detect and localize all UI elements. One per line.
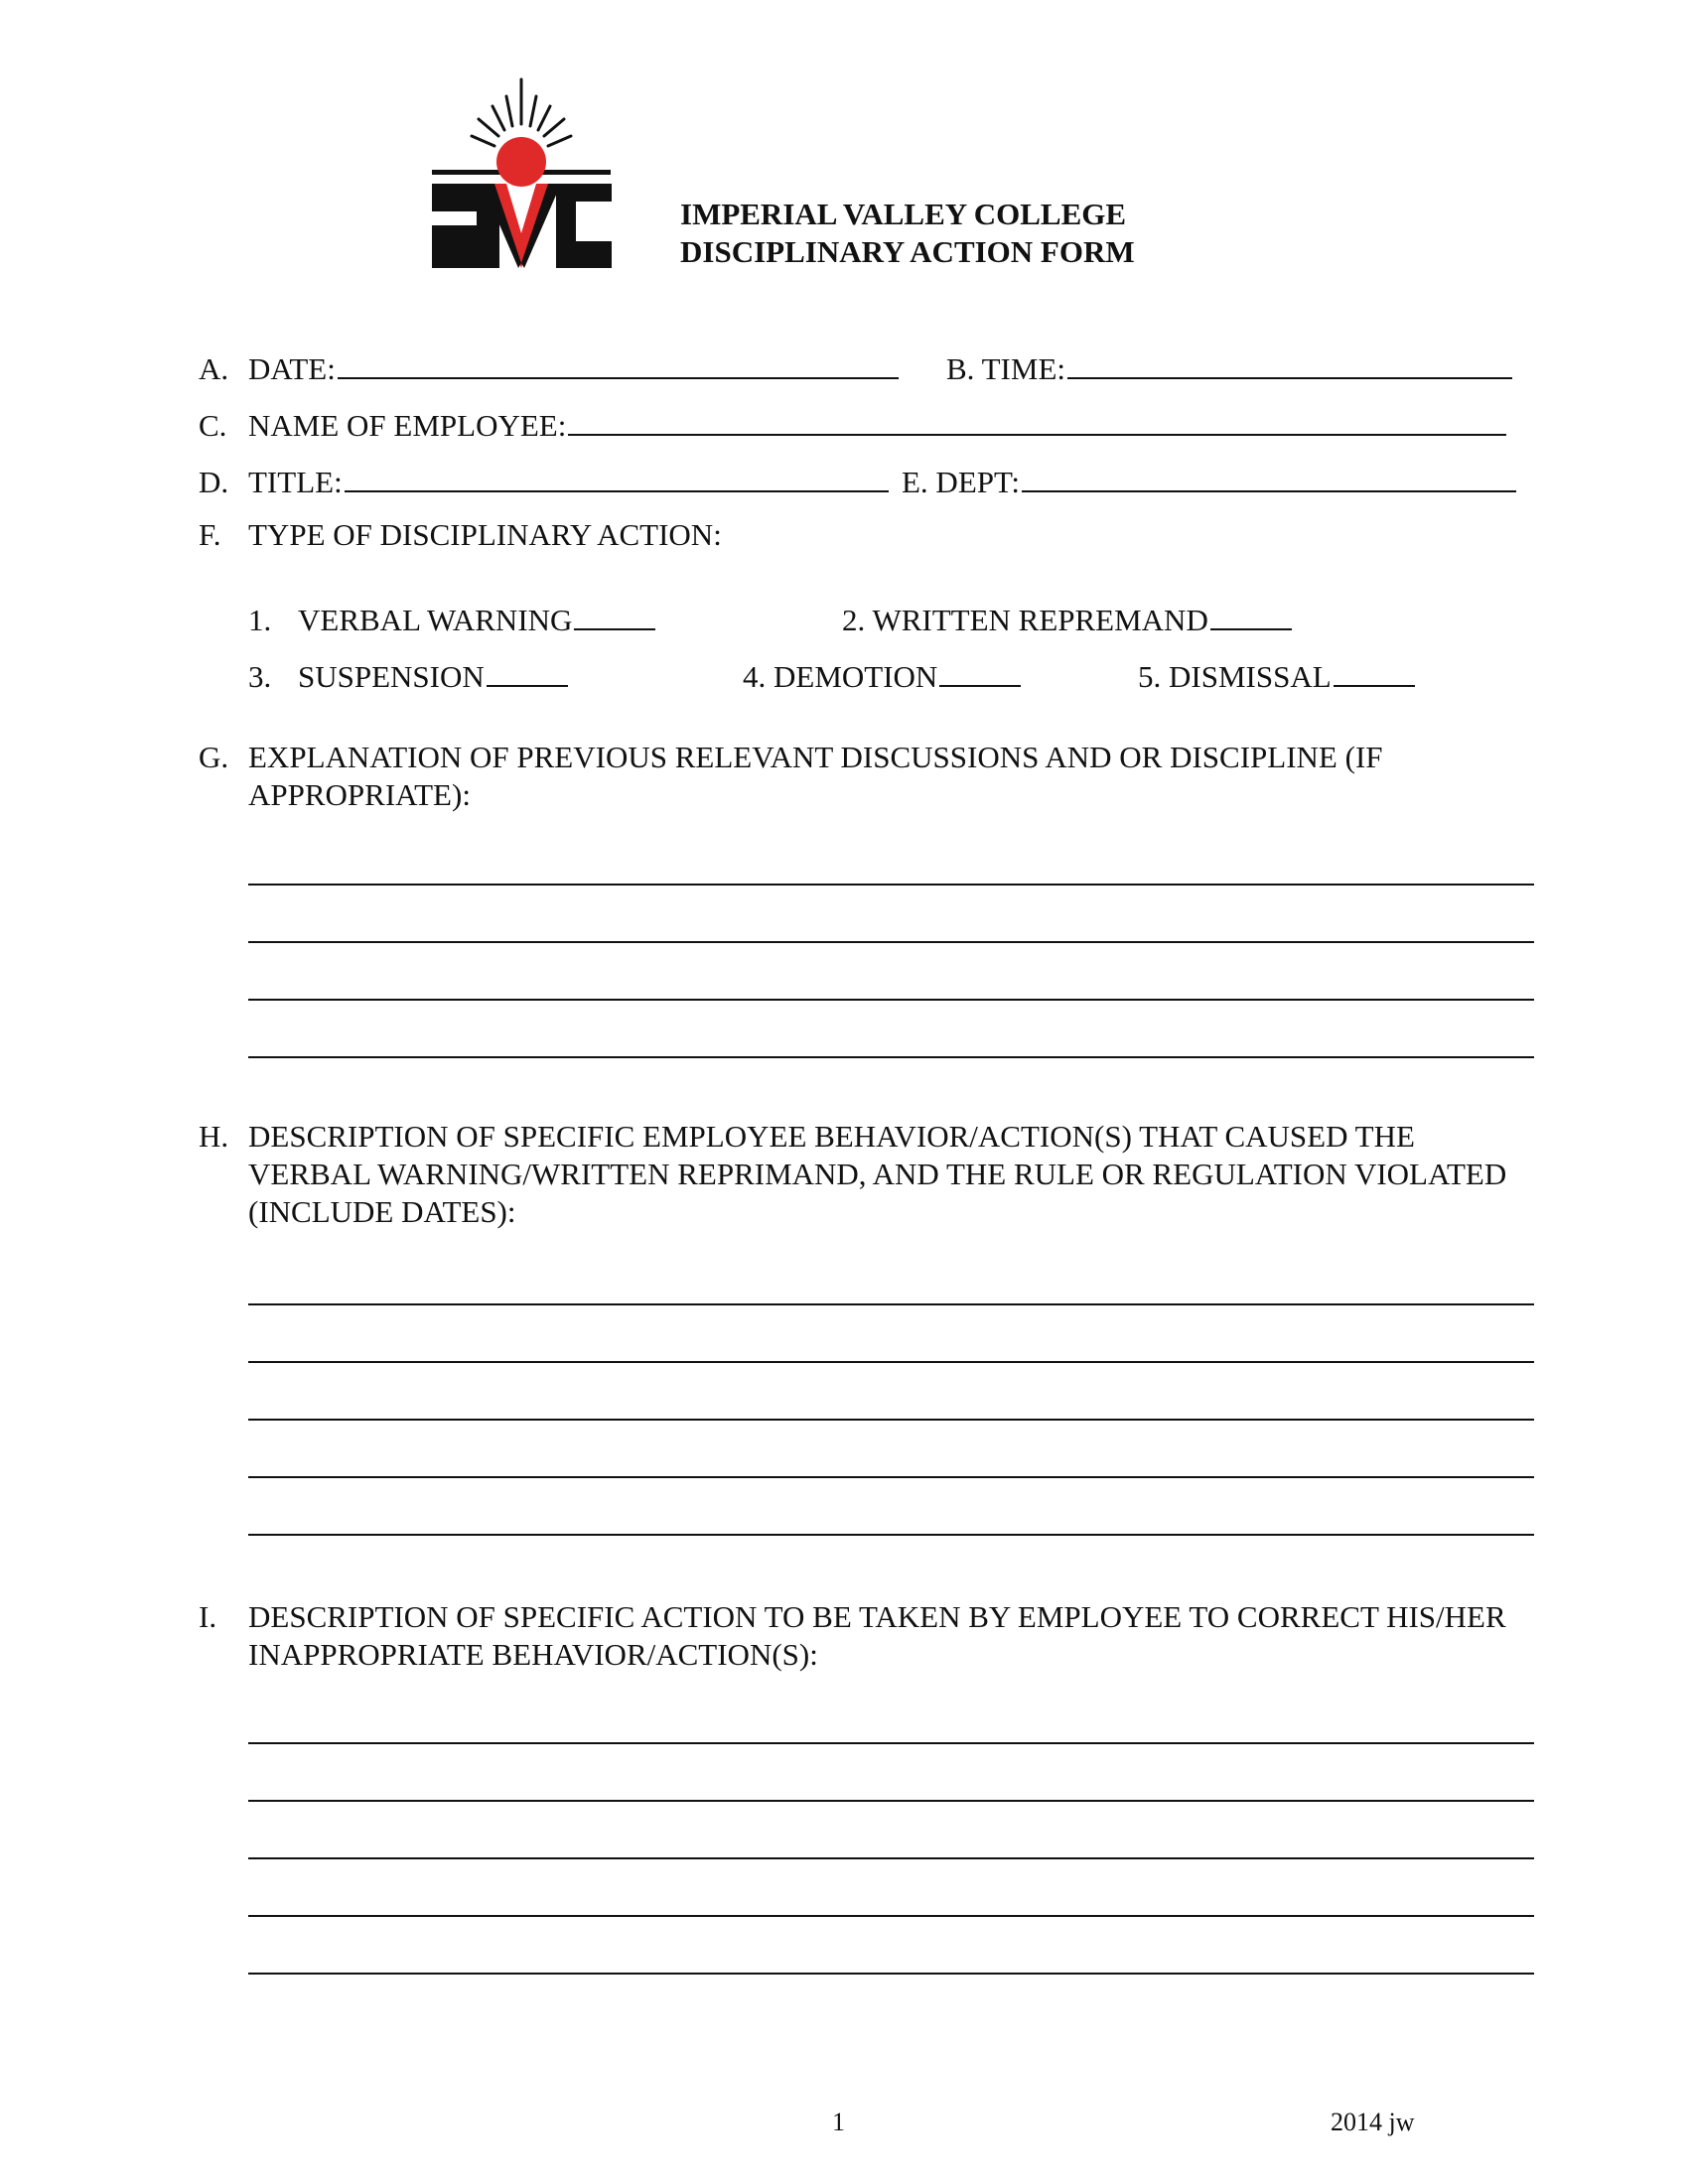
title-label: TITLE: [248, 465, 343, 499]
time-label: B. TIME: [946, 351, 1065, 386]
date-field[interactable] [338, 345, 899, 379]
section-h-line[interactable] [248, 1303, 1534, 1305]
section-h-line[interactable] [248, 1419, 1534, 1421]
demotion-label: 4. DEMOTION [743, 659, 938, 694]
written-reprimand-label: 2. WRITTEN REPREMAND [842, 603, 1208, 637]
action-type-label: TYPE OF DISCIPLINARY ACTION: [248, 517, 722, 552]
date-row [199, 345, 899, 389]
suspension-label: SUSPENSION [298, 659, 485, 694]
section-letter-i: I. [199, 1599, 217, 1634]
dismissal-field[interactable] [1334, 653, 1415, 687]
time-field[interactable] [1067, 345, 1512, 379]
section-letter-h: H. [199, 1119, 229, 1154]
section-h-line[interactable] [248, 1534, 1534, 1536]
section-i-line[interactable] [248, 1857, 1534, 1859]
title-row [199, 459, 889, 502]
field-letter-d: D. [199, 465, 229, 499]
dept-label: E. DEPT: [902, 465, 1021, 499]
date-label: DATE: [248, 351, 336, 386]
time-row [946, 345, 1512, 389]
section-i-line[interactable] [248, 1800, 1534, 1802]
field-letter-c: C. [199, 408, 227, 443]
section-h-line[interactable] [248, 1476, 1534, 1478]
dept-row [902, 459, 1516, 502]
section-i-text: DESCRIPTION OF SPECIFIC ACTION TO BE TAKEN BY EMPLOYEE TO CORRECT HIS/HER INAPPROPRIATE BEHAVIOR/ACTION(S): [248, 1599, 1506, 1672]
demotion-field[interactable] [939, 653, 1021, 687]
section-g-line[interactable] [248, 1056, 1534, 1058]
form-title: DISCIPLINARY ACTION FORM [680, 234, 1135, 269]
verbal-warning-label: VERBAL WARNING [298, 603, 573, 637]
verbal-warning-number: 1. [248, 603, 272, 637]
written-reprimand-field[interactable] [1210, 597, 1292, 630]
section-g-line[interactable] [248, 999, 1534, 1001]
form-code: 2014 jw [1331, 2108, 1415, 2136]
action-type-row [199, 515, 722, 555]
employee-name-label: NAME OF EMPLOYEE: [248, 408, 567, 443]
title-field[interactable] [345, 459, 889, 492]
section-g-line[interactable] [248, 941, 1534, 943]
institution-name: IMPERIAL VALLEY COLLEGE [680, 197, 1127, 231]
dismissal-option [1138, 653, 1415, 697]
employee-name-field[interactable] [568, 402, 1506, 436]
field-letter-a: A. [199, 351, 229, 386]
demotion-option [743, 653, 1021, 697]
section-i-line[interactable] [248, 1973, 1534, 1975]
ivc-logo-icon [427, 74, 616, 273]
section-i-line[interactable] [248, 1915, 1534, 1917]
written-reprimand-option [842, 597, 1292, 640]
section-g-line[interactable] [248, 884, 1534, 886]
section-letter-g: G. [199, 740, 229, 774]
suspension-field[interactable] [487, 653, 568, 687]
page-number: 1 [832, 2108, 845, 2136]
section-i-line[interactable] [248, 1742, 1534, 1744]
section-h-text: DESCRIPTION OF SPECIFIC EMPLOYEE BEHAVIOR/ACTION(S) THAT CAUSED THE VERBAL WARNING/WRITTEN REPRIMAND, AND THE RULE OR REGULATION VIOLATED (INCLUDE DATES): [248, 1119, 1507, 1229]
verbal-warning-field[interactable] [574, 597, 655, 630]
ivc-logo [427, 74, 616, 273]
dept-field[interactable] [1022, 459, 1516, 492]
verbal-warning-option [248, 597, 655, 640]
dismissal-label: 5. DISMISSAL [1138, 659, 1332, 694]
section-h-line[interactable] [248, 1361, 1534, 1363]
suspension-option [248, 653, 568, 697]
section-g-text: EXPLANATION OF PREVIOUS RELEVANT DISCUSSIONS AND OR DISCIPLINE (IF APPROPRIATE): [248, 740, 1383, 812]
suspension-number: 3. [248, 659, 272, 694]
field-letter-f: F. [199, 517, 221, 552]
employee-name-row [199, 402, 1506, 446]
